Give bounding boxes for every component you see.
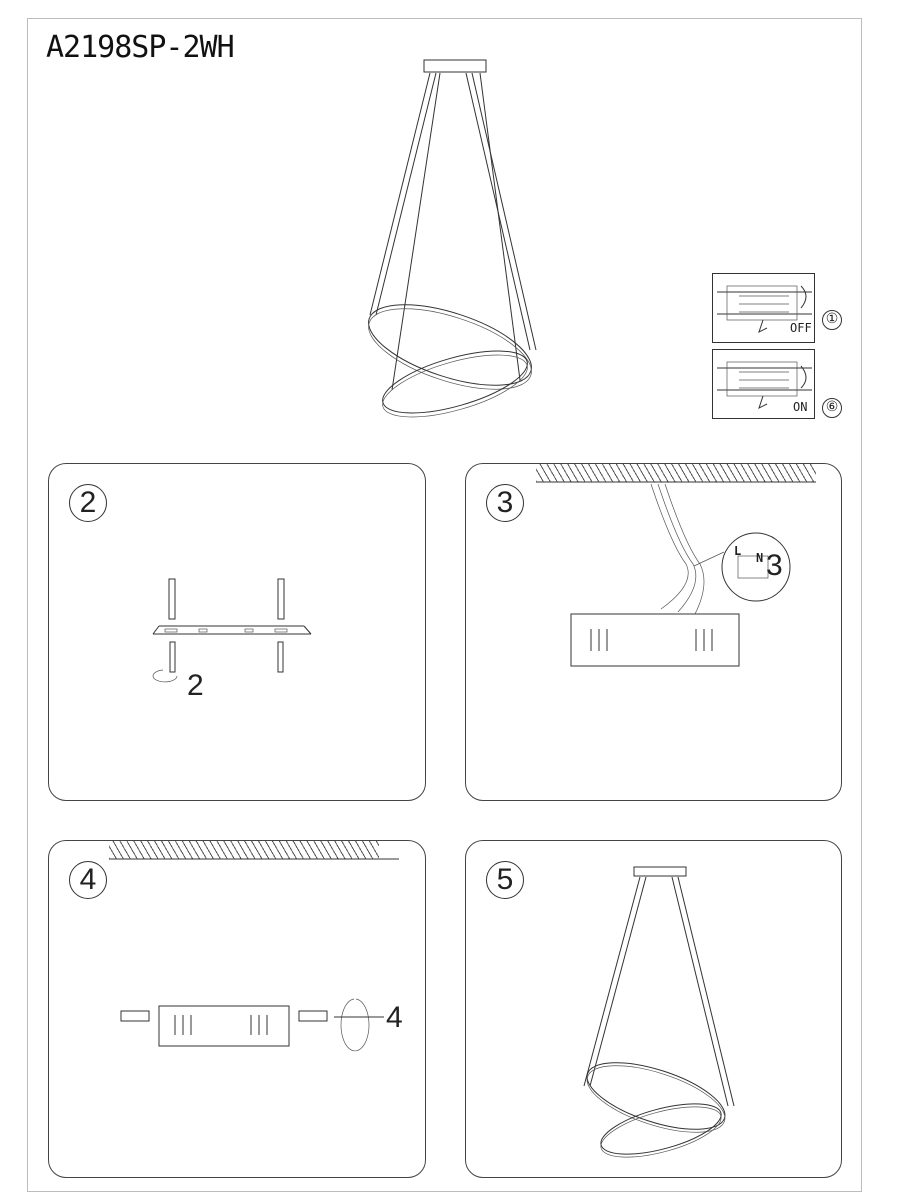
pendant-lamp-installed-illustration [466,841,843,1179]
breaker-off-step: ① [822,310,842,330]
panel-step-3 [465,463,842,801]
panel-step-5 [465,840,842,1178]
step-number: 2 [69,484,107,522]
screw-icon [170,642,175,672]
screw-icon [278,642,283,672]
breaker-off-label: OFF [790,321,812,335]
screw-icon [121,1011,149,1021]
breaker-on-label: ON [793,400,808,414]
step-annotation: 2 [187,669,204,702]
wire-label-live: L [734,544,742,558]
canopy-attach-illustration [49,841,427,1179]
mounting-bracket-illustration [49,464,427,802]
model-code: A2198SP-2WH [46,30,234,65]
step-number: 3 [486,484,524,522]
rotate-arrow-icon [341,999,369,1051]
panel-step-4 [48,840,426,1178]
wire-label-neutral: N [756,551,764,565]
screw-icon [299,1011,327,1021]
step-number: 4 [69,861,107,899]
panel-step-2 [48,463,426,801]
step-annotation: 4 [386,1001,403,1034]
breaker-on-step: ⑥ [822,398,842,418]
step-annotation: 3 [766,549,783,582]
ceiling-line [466,464,843,802]
step-number: 5 [486,861,524,899]
